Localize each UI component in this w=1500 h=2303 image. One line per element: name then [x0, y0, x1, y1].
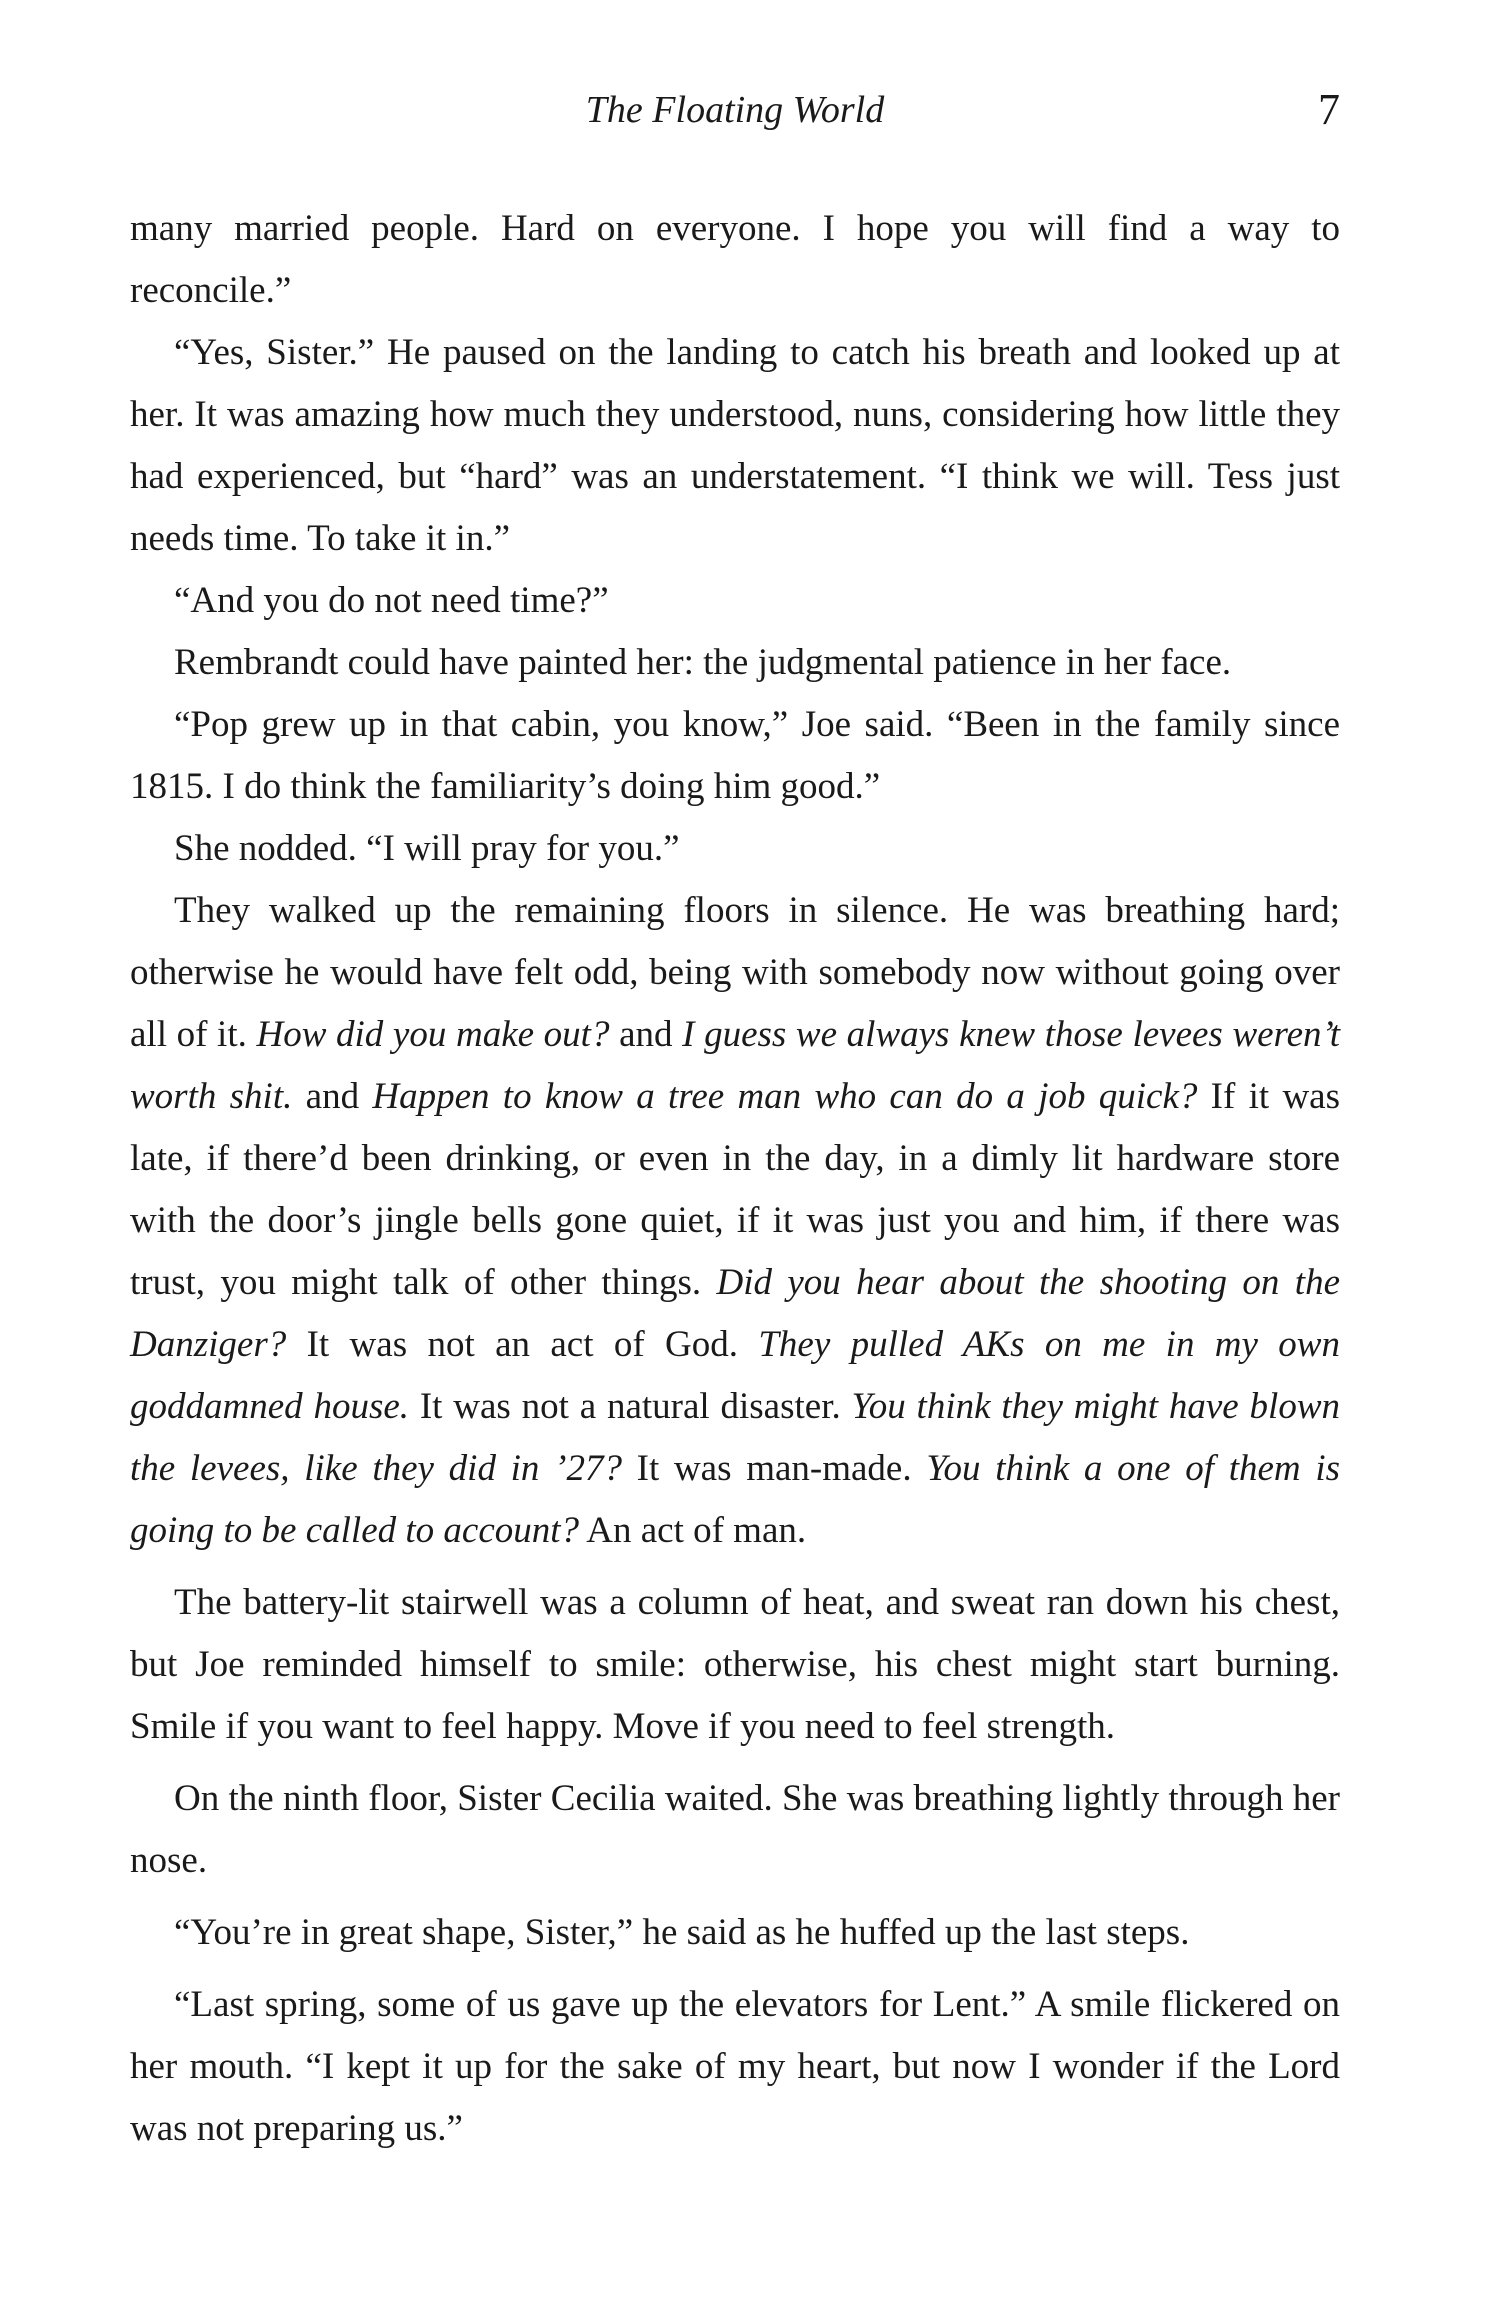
italic-run: How did you make out? — [256, 1014, 610, 1055]
paragraph-8: The battery-lit stairwell was a column of heat, and sweat ran down his chest, but Joe reminded himself to smile: otherwise, his chest might start burning. Smile if you want to feel happy. Move if you need to feel strength. — [130, 1582, 1340, 1747]
paragraph-3: “And you do not need time?” — [174, 580, 609, 621]
paragraph-2: “Yes, Sister.” He paused on the landing to catch his breath and looked up at her. It was amazing how much they understood, nuns, considering how little they had experienced, but “hard” was an understatement. “I think we will. Tess just needs time. To take it in.” — [130, 332, 1340, 559]
body-text — [130, 198, 1340, 2160]
text-run: and — [609, 1014, 683, 1055]
paragraph-7 — [130, 880, 1340, 1562]
text-run: It was man-made. — [621, 1448, 927, 1489]
paragraph-11: “Last spring, some of us gave up the elevators for Lent.” A smile flickered on her mouth. “I kept it up for the sake of my heart, but now I wonder if the Lord was not preparing us.” — [130, 1984, 1340, 2149]
paragraph-9: On the ninth floor, Sister Cecilia waited. She was breathing lightly through her nose. — [130, 1778, 1340, 1881]
text-run: It was not an act of God. — [286, 1324, 759, 1365]
paragraph-4: Rembrandt could have painted her: the judgmental patience in her face. — [174, 642, 1232, 683]
italic-run: You think they might have blown the levees, like they did in ’27? — [130, 1386, 1340, 1489]
italic-run: You think a one of them is going to be called to account? — [130, 1448, 1340, 1551]
italic-run: Happen to know a tree man who can do a job quick? — [372, 1076, 1198, 1117]
paragraph-6: She nodded. “I will pray for you.” — [174, 828, 680, 869]
text-run: They walked up the remaining floors in silence. He was breathing hard; otherwise he would have felt odd, being with somebody now without going over all of it. — [130, 890, 1340, 1055]
running-head: The Floating World — [585, 89, 885, 131]
paragraph-10: “You’re in great shape, Sister,” he said as he huffed up the last steps. — [174, 1912, 1190, 1953]
text-run: and — [292, 1076, 373, 1117]
text-run: If it was late, if there’d been drinking, or even in the day, in a dimly lit hardware store with the door’s jingle bells gone quiet, if it was just you and him, if there was trust, you might talk of other things. — [130, 1076, 1340, 1303]
paragraph-1: many married people. Hard on everyone. I hope you will find a way to reconcile.” — [130, 208, 1340, 311]
italic-run: Did you hear about the shooting on the Danziger? — [130, 1262, 1341, 1365]
italic-run: They pulled AKs on me in my own goddamned house. — [130, 1324, 1340, 1427]
text-run: An act of man. — [579, 1510, 807, 1551]
italic-run: I guess we always knew those levees weren’t worth shit. — [130, 1014, 1340, 1117]
page-number: 7 — [1318, 85, 1340, 134]
page-header — [130, 80, 1340, 140]
text-run: It was not a natural disaster. — [409, 1386, 852, 1427]
paragraph-5: “Pop grew up in that cabin, you know,” Joe said. “Been in the family since 1815. I do think the familiarity’s doing him good.” — [130, 704, 1340, 807]
